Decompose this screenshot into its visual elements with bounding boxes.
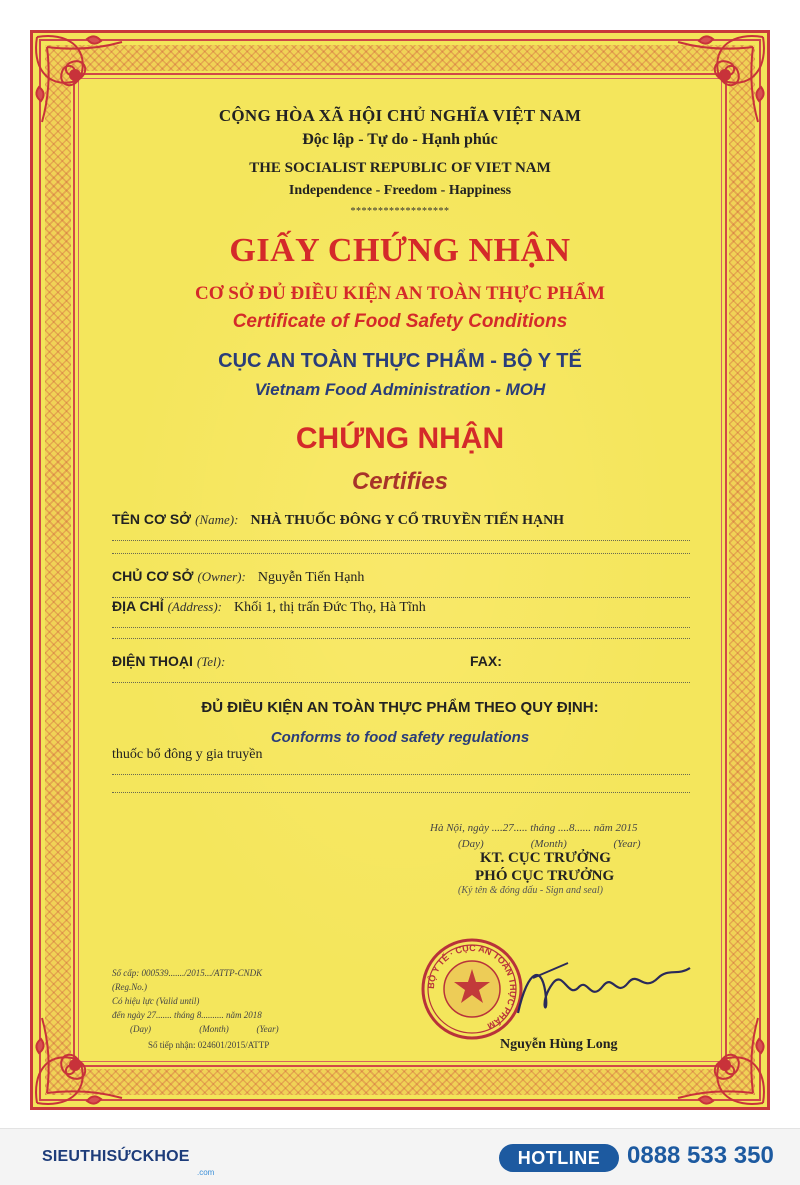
field-owner-label-en: (Owner): (197, 569, 246, 584)
issue-month-unit: (Month) (530, 838, 567, 850)
field-product (112, 745, 690, 775)
field-tel-label-en: (Tel): (196, 654, 226, 669)
field-owner-value: Nguyễn Tiến Hạnh (257, 570, 365, 585)
hotline-badge[interactable]: HOTLINE (499, 1144, 619, 1172)
valid-day-unit: (Day) (130, 1024, 151, 1034)
valid-until-date: đến ngày 27....... tháng 8.......... năm 2018 (112, 1010, 262, 1020)
dotted-line (112, 638, 690, 639)
motto-en: Independence - Freedom - Happiness (288, 183, 512, 198)
issue-day-unit: (Day) (458, 838, 484, 850)
corner-ornament-icon (653, 27, 773, 147)
sign-seal-note: (Ký tên & đóng dấu - Sign and seal) (458, 885, 603, 896)
signatory-title: KT. CỤC TRƯỞNG (480, 850, 611, 866)
agency-name-vn: CỤC AN TOÀN THỰC PHẨM - BỘ Y TẾ (218, 350, 582, 372)
reg-number: Số cấp: 000539......./2015.../ATTP-CNDK (112, 968, 263, 978)
field-owner (112, 568, 690, 598)
certificate-subtitle-en: Certificate of Food Safety Conditions (232, 311, 568, 332)
dotted-line (112, 792, 690, 793)
seal-ring-text: BỘ Y TẾ · CỤC AN TOÀN THỰC PHẨM (425, 942, 519, 1032)
field-address (112, 598, 690, 628)
country-name-vn: CỘNG HÒA XÃ HỘI CHỦ NGHĨA VIỆT NAM (218, 106, 582, 125)
field-tel-label: ĐIỆN THOẠI (112, 653, 193, 669)
certificate-title: GIẤY CHỨNG NHẬN (229, 232, 571, 269)
issue-date-units (458, 838, 658, 850)
valid-until-label: Có hiệu lực (Valid until) (112, 996, 200, 1006)
certificate-subtitle-vn: CƠ SỞ ĐỦ ĐIỀU KIỆN AN TOÀN THỰC PHẨM (195, 283, 605, 304)
field-name (112, 511, 690, 541)
issue-year-unit: (Year) (613, 838, 641, 850)
stars-divider: ****************** (350, 206, 450, 217)
signer-name: Nguyễn Hùng Long (500, 1037, 618, 1052)
field-address-value: Khối 1, thị trấn Đức Thọ, Hà Tĩnh (234, 600, 426, 615)
valid-year-unit: (Year) (256, 1024, 279, 1034)
product-value: thuốc bổ đông y gia truyền (112, 747, 263, 762)
field-tel (112, 653, 690, 683)
reg-number-en: (Reg.No.) (112, 982, 147, 992)
signatory-position: PHÓ CỤC TRƯỞNG (475, 868, 615, 884)
certifies-heading-vn: CHỨNG NHẬN (295, 422, 505, 455)
field-owner-label: CHỦ CƠ SỞ (112, 568, 194, 584)
field-name-value: NHÀ THUỐC ĐÔNG Y CỔ TRUYỀN TIẾN HẠNH (250, 513, 565, 528)
field-fax-label: FAX: (470, 653, 502, 669)
field-name-label-en: (Name): (195, 512, 239, 527)
conformity-heading-vn: ĐỦ ĐIỀU KIỆN AN TOÀN THỰC PHẨM THEO QUY ĐỊNH: (201, 699, 599, 716)
footer-bar (0, 1128, 800, 1185)
field-address-label: ĐỊA CHỈ (112, 598, 164, 614)
valid-month-unit: (Month) (199, 1024, 229, 1034)
brand-logo[interactable]: SIEUTHISỨCKHOE (42, 1148, 190, 1165)
motto-vn: Độc lập - Tự do - Hạnh phúc (302, 131, 498, 148)
conformity-heading-en: Conforms to food safety regulations (270, 729, 530, 746)
valid-date-units (112, 1024, 352, 1034)
issue-date: Hà Nội, ngày ....27..... tháng ....8...... năm 2015 (430, 822, 638, 834)
agency-name-en: Vietnam Food Administration - MOH (254, 380, 546, 399)
dotted-line (112, 553, 690, 554)
signature-icon (508, 958, 698, 1028)
hotline-phone[interactable]: 0888 533 350 (627, 1142, 774, 1169)
receipt-number: Số tiếp nhận: 024601/2015/ATTP (148, 1040, 270, 1050)
brand-domain: .com (197, 1168, 215, 1177)
corner-ornament-icon (27, 27, 147, 147)
field-name-label: TÊN CƠ SỞ (112, 511, 192, 527)
certifies-heading-en: Certifies (351, 468, 449, 495)
country-name-en: THE SOCIALIST REPUBLIC OF VIET NAM (249, 160, 551, 176)
field-address-label-en: (Address): (167, 599, 222, 614)
